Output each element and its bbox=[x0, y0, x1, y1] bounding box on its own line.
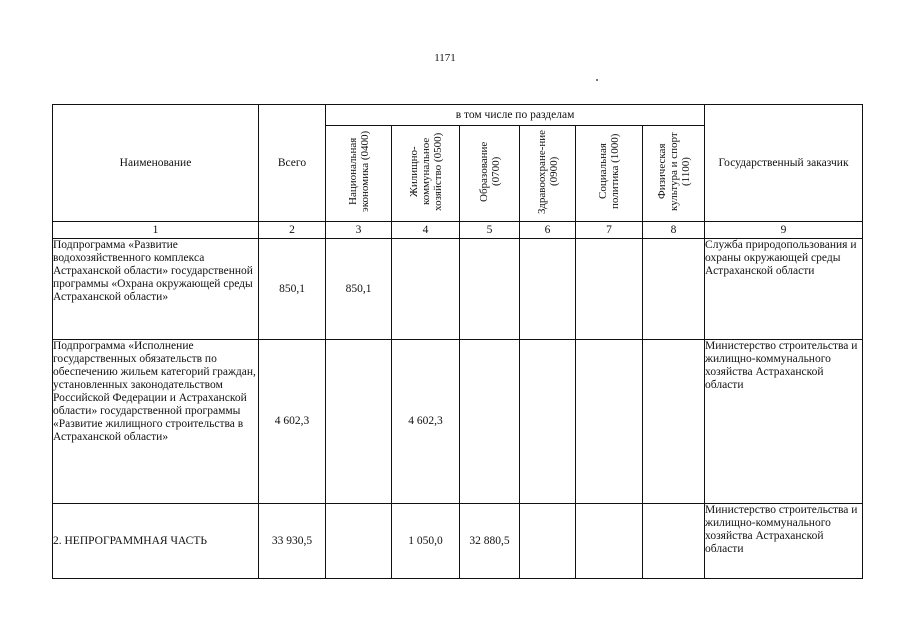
header-sections-group: в том числе по разделам bbox=[326, 105, 705, 126]
header-section-label: Социальная политика (1000) bbox=[597, 133, 621, 210]
column-number: 3 bbox=[326, 222, 392, 239]
header-section-label: Здравоохране-ние (0900) bbox=[535, 129, 560, 214]
row-section-0700 bbox=[460, 239, 520, 340]
header-customer: Государственный заказчик bbox=[705, 105, 863, 222]
header-total: Всего bbox=[259, 105, 326, 222]
row-section-0900 bbox=[520, 340, 576, 504]
table-header bbox=[53, 105, 863, 222]
header-section-label: Образование (0700) bbox=[477, 141, 502, 202]
row-section-0900 bbox=[520, 239, 576, 340]
header-section-0700 bbox=[460, 126, 520, 222]
header-section-label: Жилищно-коммунальное хозяйство (0500) bbox=[407, 132, 444, 211]
column-number: 5 bbox=[460, 222, 520, 239]
row-section-0400 bbox=[326, 340, 392, 504]
row-section-0900 bbox=[520, 504, 576, 579]
column-number: 8 bbox=[643, 222, 705, 239]
column-number: 2 bbox=[259, 222, 326, 239]
row-name: Подпрограмма «Развитие водохозяйственного комплекса Астраханской области» государственной программы «Охрана окружающей среды Астраханской области» bbox=[53, 239, 259, 340]
table-row bbox=[53, 504, 863, 579]
table-row bbox=[53, 239, 863, 340]
header-section-label: Физическая культура и спорт (1100) bbox=[655, 132, 692, 211]
row-section-1100 bbox=[643, 340, 705, 504]
column-number: 4 bbox=[392, 222, 460, 239]
budget-table bbox=[52, 104, 863, 579]
row-total: 33 930,5 bbox=[259, 504, 326, 579]
row-section-0700 bbox=[460, 340, 520, 504]
table-row bbox=[53, 340, 863, 504]
header-section-0900 bbox=[520, 126, 576, 222]
row-section-0500 bbox=[392, 239, 460, 340]
header-section-label: Национальная экономика (0400) bbox=[346, 130, 371, 213]
column-number: 9 bbox=[705, 222, 863, 239]
column-number: 6 bbox=[520, 222, 576, 239]
row-section-1100 bbox=[643, 239, 705, 340]
row-section-0400 bbox=[326, 504, 392, 579]
row-total: 4 602,3 bbox=[259, 340, 326, 504]
column-number: 7 bbox=[576, 222, 643, 239]
row-name: Подпрограмма «Исполнение государственных обязательств по обеспечению жильем категорий граждан, установленных законодательством Российской Федерации и Астраханской области» государственной программы «Развитие жилищного строительства в Астраханской области» bbox=[53, 340, 259, 504]
header-section-0400 bbox=[326, 126, 392, 222]
page-number: 1171 bbox=[434, 52, 456, 64]
header-section-1100 bbox=[643, 126, 705, 222]
row-section-1000 bbox=[576, 239, 643, 340]
column-number: 1 bbox=[53, 222, 259, 239]
header-name: Наименование bbox=[53, 105, 259, 222]
header-section-1000 bbox=[576, 126, 643, 222]
row-customer: Служба природопользования и охраны окружающей среды Астраханской области bbox=[705, 239, 863, 340]
header-section-0500 bbox=[392, 126, 460, 222]
row-section-1100 bbox=[643, 504, 705, 579]
row-section-0500: 1 050,0 bbox=[392, 504, 460, 579]
row-section-0500: 4 602,3 bbox=[392, 340, 460, 504]
row-section-1000 bbox=[576, 340, 643, 504]
row-customer: Министерство строительства и жилищно-коммунального хозяйства Астраханской области bbox=[705, 504, 863, 579]
scan-speck bbox=[596, 79, 598, 81]
row-total: 850,1 bbox=[259, 239, 326, 340]
row-section-0400: 850,1 bbox=[326, 239, 392, 340]
column-number-row bbox=[53, 222, 863, 239]
row-section-0700: 32 880,5 bbox=[460, 504, 520, 579]
row-section-1000 bbox=[576, 504, 643, 579]
row-name: 2. НЕПРОГРАММНАЯ ЧАСТЬ bbox=[53, 504, 259, 579]
row-customer: Министерство строительства и жилищно-коммунального хозяйства Астраханской области bbox=[705, 340, 863, 504]
